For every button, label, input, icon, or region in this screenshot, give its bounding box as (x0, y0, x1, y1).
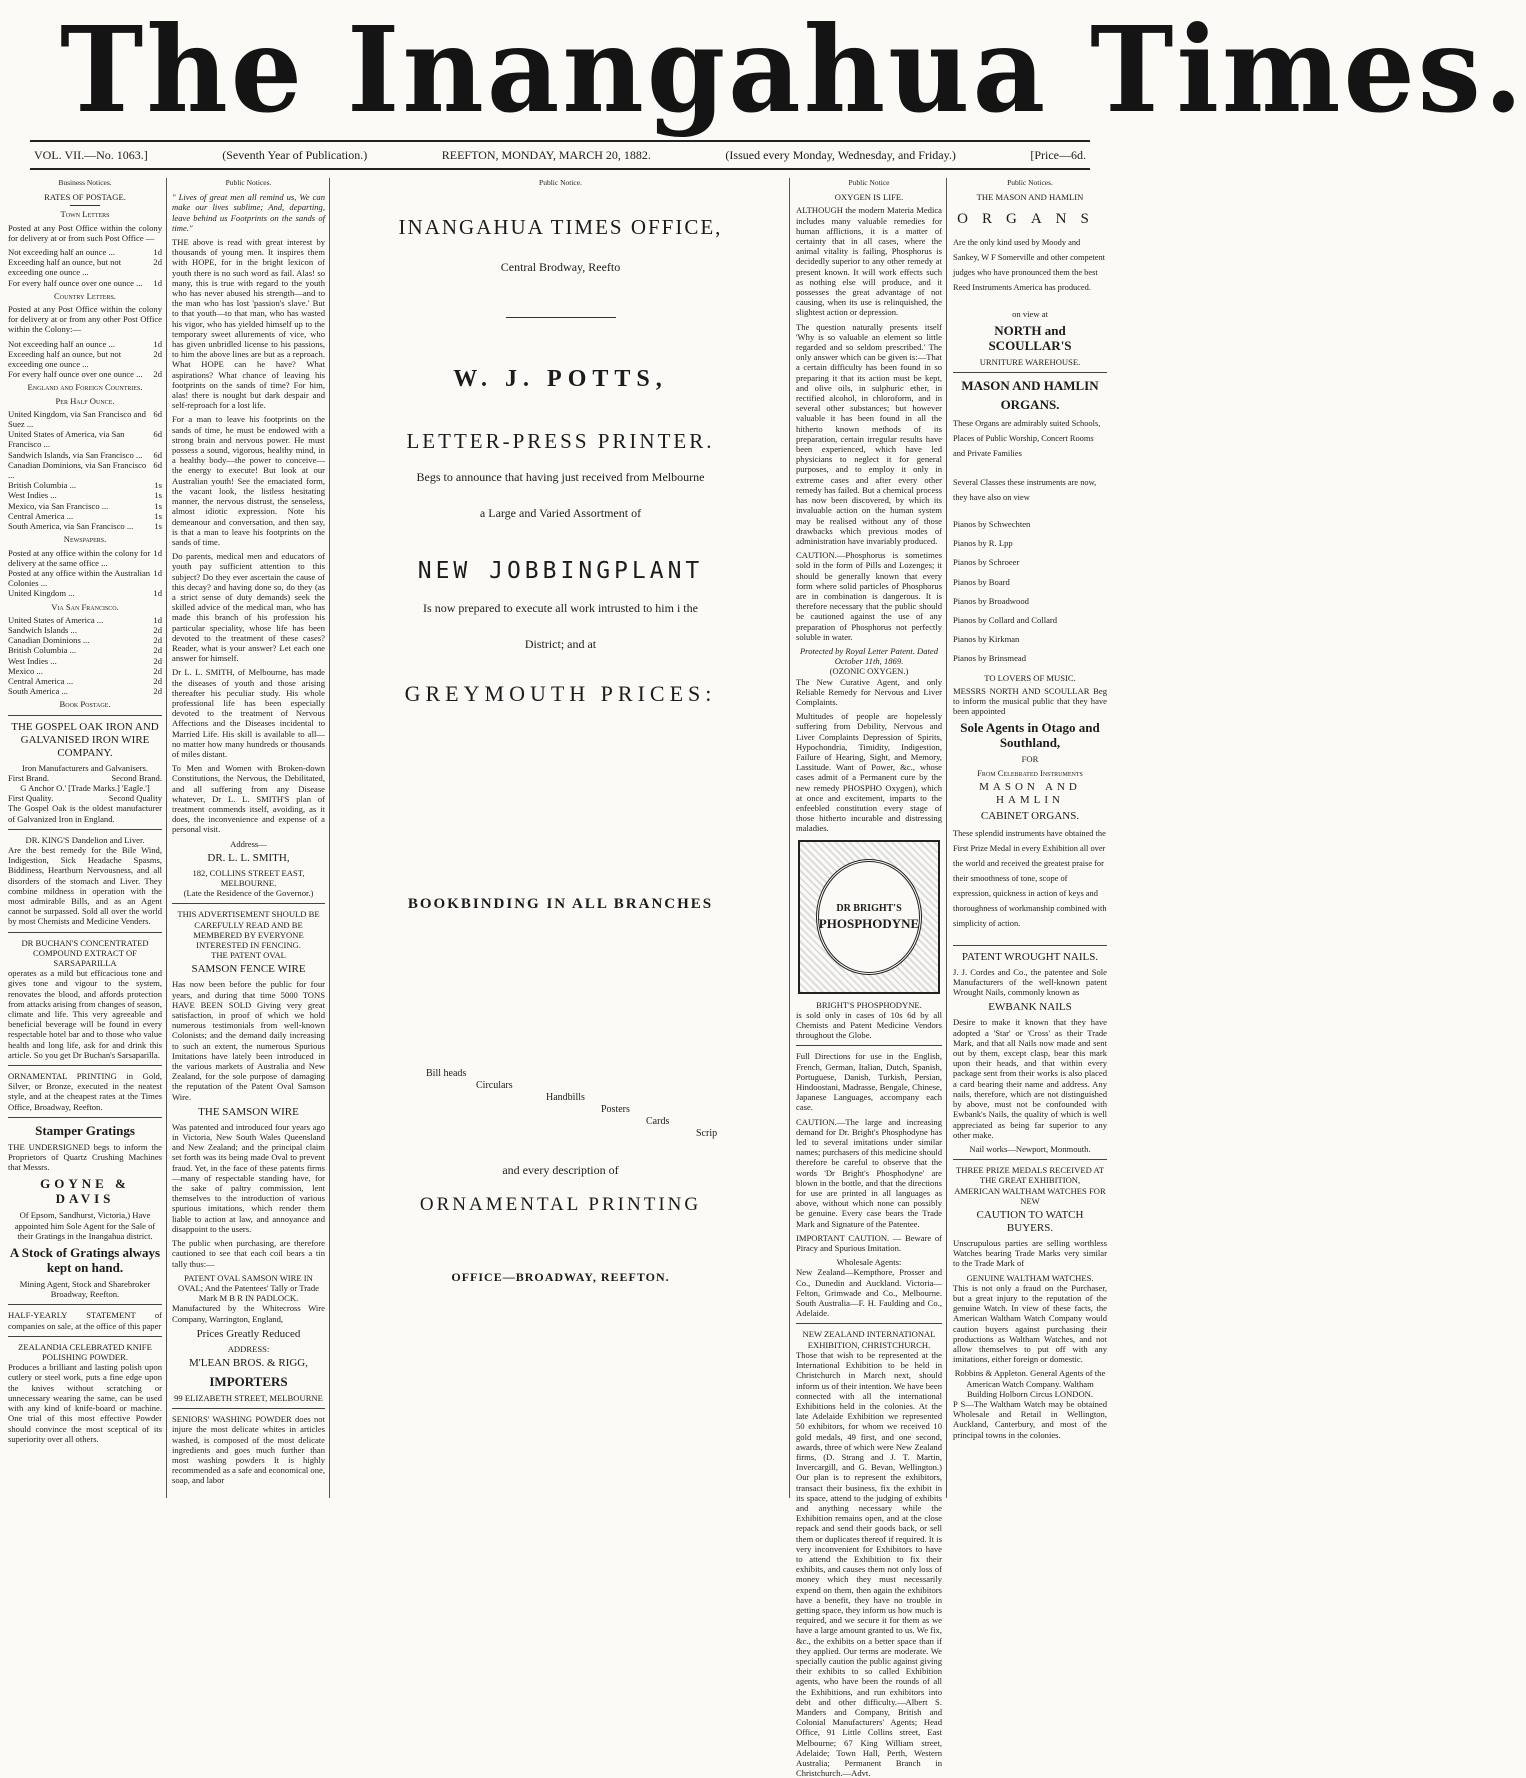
rate-label: Sandwich Islands, via San Francisco ... (8, 449, 143, 460)
column-header: Public Notice. (539, 178, 582, 187)
brand-label: Second Brand. (111, 772, 162, 783)
divider (8, 1065, 162, 1066)
rate-label: Mexico, via San Francisco ... (8, 500, 109, 511)
rate-label: Posted at any office within the Australian Colonies ... (8, 567, 151, 589)
rate-row (8, 339, 162, 349)
important-caution: IMPORTANT CAUTION. — Beware of Piracy and Spurious Imitation. (796, 1232, 942, 1254)
mason-hamlin-3: MASON AND HAMLIN (979, 780, 1081, 806)
oxygen-caution: CAUTION.—Phosphorus is sometimes sold in the form of Pills and Lozenges; it should be generally known that every form where solid particles of Phosphorus are in combination is dangerous. It is therefore necessary that the public should be cautioned against the use of any preparation of Phosphorus not perfectly soluble in water. (796, 550, 942, 642)
on-view: on view at (1012, 308, 1048, 319)
piano-item: Pianos by Schroeer (953, 557, 1020, 568)
several-classes: Several Classes these instruments are now, they have also on view (953, 478, 1097, 503)
printer-name: W. J. POTTS, (453, 365, 668, 392)
mining-agent: Mining Agent, Stock and Sharebroker Broadway, Reefton. (19, 1279, 151, 1300)
rate-label: United Kingdom, via San Francisco and Suez ... (8, 408, 146, 430)
organs-heading: ORGANS (957, 211, 1103, 228)
rate-row (8, 278, 162, 288)
volume-number: VOL. VII.—No. 1063.] (34, 147, 148, 162)
rate-value: 1d (153, 338, 162, 349)
rate-row (8, 635, 162, 645)
column-public-notices-5 (949, 178, 1111, 1498)
rate-row (8, 511, 162, 521)
patent-protected: Protected by Royal Letter Patent. Dated October 11th, 1869. (799, 645, 939, 667)
nz-exhibition-text: Those that wish to be represented at the International Exhibition to be held in Christchurch in March next, should inform us of their intention. We have been connected with all the international Exhibitions held in the colonies. At the late Adelaide Exhibition we represented 50 exhibitors, for whom we received 10 gold medals, 49 first, and one second, awards, three of which were New Zealand firms, (D. Strang and J. T. Martin, Invercargill, and G. Bevan, Wellington.) Our plan is to represent the exhibitors, transact their business, fix the exhibit in its space, attend to the judging of exhibits and anything necessary while the Exhibition remains open, and at the close repack and send their goods back, or sell them or duplicates thereof if required. It is very inconvenient for Exhibitors to have to attend the Exhibition to fix their exhibits, and causes them not only loss of money which they must necessarily expend on them, then again the exhibitors have a benefit, they have no trouble in getting space, they inform us how much is required, and we secure it for them as we have a large amount granted to us. We fix, &c., the exhibits on a better space than if they applied. Our terms are moderate. We specially caution the public against giving their exhibits to so called Exhibition agents, who have been the rounds of all the Exhibitions, and run exhibitors into debt and other difficulty.—Albert S. Manders and Company, British and Colonial Manufacturers' Agents; Head Office, 91 Little Collins street, East Melbourne; 67 King William street, Adelaide; Town Hall, Perth, Western Australia; Permanent Branch in Christchurch.—Advt. (796, 1349, 942, 1778)
rate-row (8, 490, 162, 500)
office-footer: OFFICE—BROADWAY, REEFTON. (451, 1269, 670, 1284)
stock-gratings: A Stock of Gratings always kept on hand. (9, 1245, 161, 1276)
rate-value: 6d (153, 408, 162, 419)
zealandia-text: Produces a brilliant and lasting polish upon cutlery or steel work, puts a fine edge upon the knives without scratching or unnecessary wearing the same, can be used with any kind of knife-board or machine. One trial of this most effective Powder should convince the most sceptical of its superiority over all others. (8, 1362, 162, 1444)
nz-exhibition-title: NEW ZEALAND INTERNATIONAL EXHIBITION, CHRISTCHURCH. (802, 1329, 936, 1350)
quality-row (8, 793, 162, 803)
rate-label: For every half ounce over one ounce ... (8, 277, 143, 288)
rate-row (8, 666, 162, 676)
dateline (30, 140, 1090, 170)
masthead (0, 0, 1526, 140)
piano-item: Pianos by Kirkman (953, 634, 1020, 645)
column-business-notices (4, 178, 167, 1498)
divider (172, 903, 325, 904)
seal-bottom-text: PHOSPHODYNE (818, 915, 920, 931)
rate-value: 6d (153, 459, 162, 470)
country-letters-text: Posted at any Post Office within the colony for delivery at or from any other Post Office within the Colony:— (8, 304, 162, 335)
patent-oval: THE PATENT OVAL (211, 950, 286, 961)
rate-label: Posted at any office within the colony for delivery at the same office ... (8, 547, 151, 568)
address-label: Address— (230, 838, 267, 849)
rate-label: Central America ... (8, 510, 74, 521)
trade-marks: G Anchor O.' [Trade Marks.] 'Eagle.'] (20, 782, 150, 793)
newspapers-heading: Newspapers. (63, 534, 107, 545)
rate-label: Sandwich Islands ... (8, 624, 77, 635)
column-public-notice-oxygen (792, 178, 947, 1778)
seniors-washing-powder: SENIORS' WASHING POWDER does not injure the most delicate whites in articles washed, is composed of the most delicate ingredients and goes much further than most washing powders It is highly recommended as a safe and economical one, soap, and labor (172, 1414, 325, 1486)
column-header: Public Notice (848, 178, 890, 187)
cordes-text: J. J. Cordes and Co., the patentee and Sole Manufacturers of the well-known patent Wrought Nails, commonly known as (953, 966, 1107, 998)
genuine-text: This is not only a fraud on the Purchaser, but a great injury to the reputation of the genuine Watch. In view of these facts, the American Waltham Watch Company would caution buyers against purchasing their productions as Waltham Watches, and not allow themselves to put off with any imitations, either foreign or domestic. (953, 1282, 1107, 1365)
rate-value: 2d (153, 624, 162, 635)
piano-item: Pianos by Broadwood (953, 595, 1029, 606)
prices-reduced: Prices Greatly Reduced (196, 1327, 301, 1340)
rate-label: United States of America, via San Francisco ... (8, 429, 125, 450)
samson-fence-text: Has now been before the public for four years, and during that time 5000 TONS HAVE BEEN SOLD Giving very great satisfaction, in proof of which we hold numerous testimonials from well-known Colonists; and the demand daily increasing to such an extent, the numerous Spurious Imitations have lately been introduced in the various markets of Australia and New Zealand, for the sole purpose of damaging the reputation of the Patent Oval Samson Wire. (172, 979, 325, 1102)
divider (8, 932, 162, 933)
rate-label: Not exceeding half an ounce ... (8, 247, 115, 258)
goyne-subtitle: Of Epsom, Sandhurst, Victoria,) Have appointed him Sole Agent for the Sale of their Gratings in the Inangahua district. (14, 1210, 156, 1241)
rate-row (8, 521, 162, 531)
postage-title: RATES OF POSTAGE. (44, 192, 126, 203)
gospel-oak-subtitle: Iron Manufacturers and Galvanisers. (22, 762, 148, 773)
stamper-gratings-title: Stamper Gratings (35, 1122, 135, 1138)
stamper-text: THE UNDERSIGNED begs to inform the Proprietors of Quartz Crushing Machines that Messrs. (8, 1141, 162, 1173)
rate-value: 1s (154, 500, 162, 511)
book-postage-heading: Book Postage. (59, 699, 111, 710)
divider (8, 829, 162, 830)
phosphodyne-seal (798, 840, 940, 994)
bookbinding: BOOKBINDING IN ALL BRANCHES (407, 896, 714, 913)
every-description: and every description of (502, 1163, 619, 1178)
wholesale-agents: Wholesale Agents: (836, 1257, 902, 1268)
column-public-notices-2 (168, 178, 330, 1498)
rate-value: 2d (153, 665, 162, 676)
rate-value: 6d (153, 449, 162, 460)
samson-fence-title: SAMSON FENCE WIRE (191, 963, 306, 976)
rate-value: 1d (153, 567, 162, 578)
foreign-heading: England and Foreign Countries. (27, 382, 143, 393)
smith-body-2: For a man to leave his footprints on the sands of time, he must be endowed with a strong brain and nervous power. He must possess a sound, vigorous, healthy mind, in a healthy body—the power to conceive—the energy to execute! But look at our Australian youth! See the emaciated form, the vacant look, the listless hesitating manner, the nervous distrust, the senseless, almost idiotic expression. Note his demeanour and conversation, and then say, is that a man to leave his footprints on the sands of time. (172, 414, 325, 547)
print-item: Bill heads (426, 1068, 467, 1080)
divider (8, 1117, 162, 1118)
patent-nails-title: PATENT WROUGHT NAILS. (961, 950, 1099, 963)
publication-year: (Seventh Year of Publication.) (222, 147, 368, 162)
only-kind-text: Are the only kind used by Moody and Sankey, W F Somerville and other competent judges who have pronounced them the best Reed Instruments America has produced. (953, 237, 1105, 292)
divider (506, 317, 616, 318)
fencing-notice: THIS ADVERTISEMENT SHOULD BE CAREFULLY READ AND BE MEMBERED BY EVERYONE INTERESTED IN FENCING. (177, 909, 320, 951)
print-item: Circulars (476, 1080, 513, 1092)
directions-text: Full Directions for use in the English, French, German, Italian, Dutch, Spanish, Portuguese, Danish, Turkish, Persian, Hindoostani, Madrasse, Bengale, Chinese, Japanese Languages, accompany each case. (796, 1051, 942, 1113)
rate-row (8, 450, 162, 460)
sole-agents: Sole Agents in Otago and Southland, (960, 720, 1100, 751)
rate-row (8, 460, 162, 480)
rate-row (8, 429, 162, 449)
smith-body-4: Dr L. L. SMITH, of Melbourne, has made the diseases of youth and those arising thereafter his peculiar study. His whole professional life has been especially devoted to the treatment of Nervous Affections and the Diseases incidental to Married Life. His skill is available to all—no matter how many hundreds or thousands of miles distant. (172, 667, 325, 759)
lovers-of-music: TO LOVERS OF MUSIC. (984, 672, 1076, 683)
country-letters-heading: Country Letters. (54, 290, 116, 301)
messrs-text: MESSRS NORTH AND SCOULLAR Beg to inform the musical public that they have been appointed (953, 685, 1107, 717)
importers: IMPORTERS (209, 1373, 288, 1389)
ewbank-nails: EWBANK NAILS (988, 1001, 1072, 1014)
rate-value: 1s (154, 480, 162, 491)
assortment-line: a Large and Varied Assortment of (479, 506, 642, 521)
prize-medals: THREE PRIZE MEDALS RECEIVED AT THE GREAT EXHIBITION, (956, 1165, 1104, 1186)
new-jobbing-plant: NEW JOBBINGPLANT (417, 558, 704, 585)
print-item: Cards (646, 1116, 670, 1128)
king-text: Are the best remedy for the Bile Wind, Indigestion, Sick Headache Spasms, Biddiness, Heartburn Nervousness, and all disorders of the stomach and Liver. They combine mildness in operation with the most admirable Bills, and as an Agent cannot be surpassed. Sold all over the world by most Chemists and Medicine Venders. (8, 844, 162, 927)
divider (8, 715, 162, 716)
see-label: The public when purchasing, are therefore cautioned to see that each coil bears a tin tally thus:— (172, 1238, 325, 1269)
for-label: FOR (1021, 754, 1039, 765)
divider (796, 1323, 942, 1324)
doctor-note: (Late the Residence of the Governor.) (183, 888, 314, 899)
piano-item: Pianos by Brinsmead (953, 653, 1027, 664)
divider (953, 945, 1107, 946)
rate-row (8, 409, 162, 429)
rate-value: 2d (153, 686, 162, 697)
column-public-notice-printer (332, 178, 790, 1498)
town-letters-text: Posted at any Post Office within the colony for delivery at or from such Post Office — (8, 222, 162, 243)
quality-label: Second Quality (108, 793, 162, 804)
rate-label: West Indies ... (8, 490, 57, 501)
doctor-address-2: MELBOURNE. (220, 878, 277, 888)
rate-value: 1s (154, 521, 162, 532)
rate-value: 6d (153, 429, 162, 440)
rate-label: South America ... (8, 686, 68, 697)
samson-wire-text: Was patented and introduced four years ago in Victoria, New South Wales Queensland and New Zealand; and the principal claim set forth was its being made Oval to prevent fraud. Yet, in the face of these patents firms—many of respectable standing have, for the sake of paltry commission, lent themselves to the introduction of various spurious imitations, which render them liable to action at law, and annoyance and disappoint to the users. (172, 1121, 325, 1234)
buchan-text: operates as a mild but efficacious tone and gives tone and vigour to the system, renovates the blood, and affords protection from attacks arising from changes of season, climate and life. This very agreeable and beneficial beverage will be found in every respectable hotel bar and to those who value health and long life, ask for and drink this article. So you get Dr Buchan's Sarsaparilla. (8, 968, 162, 1060)
divider (8, 1336, 162, 1337)
mclean-bros: M'LEAN BROS. & RIGG, (188, 1356, 309, 1369)
oxygen-title: OXYGEN IS LIFE. (834, 192, 904, 203)
caution-watch-text: Unscrupulous parties are selling worthless Watches bearing Trade Marks very similar to the Trade Mark of (953, 1237, 1107, 1269)
announcement: Begs to announce that having just received from Melbourne (416, 470, 705, 485)
smith-body-3: Do parents, medical men and educators of youth pay sufficient attention to this subject? Do they ever ascertain the cause of this decay? and having done so, do they (as a strict sense of duty demands) seek the skilled advice of the medical man, who has made this branch of his profession his particular speciality, whose life has been devoted to the treatment of these cases? Reader, what is your answer? Let each one answer for himself. (172, 551, 325, 664)
doctor-address-1: 182, COLLINS STREET EAST, (192, 867, 305, 878)
issue-frequency: (Issued every Monday, Wednesday, and Friday.) (725, 147, 956, 162)
splendid-text: These splendid instruments have obtained the First Prize Medal in every Exhibition all over the world and received the greatest praise for their smoothness of tone, scope of expression, quickness in action of keys and thoroughness of workmanship combined with simplicity of action. (953, 828, 1107, 928)
column-header: Public Notices. (225, 178, 272, 187)
rate-label: South America, via San Francisco ... (8, 521, 134, 532)
rate-label: For every half ounce over one ounce ... (8, 369, 143, 380)
american-waltham: AMERICAN WALTHAM WATCHES FOR NEW (954, 1185, 1106, 1206)
goyne-davis: GOYNE & DAVIS (40, 1176, 130, 1207)
rate-label: Central America ... (8, 675, 74, 686)
rate-label: Exceeding half an ounce, but not exceeding one ounce ... (8, 348, 122, 370)
rate-row (8, 656, 162, 666)
rate-label: United States of America ... (8, 614, 104, 625)
rate-value: 1s (154, 490, 162, 501)
rate-label: British Columbia ... (8, 645, 77, 656)
rate-value: 1d (153, 277, 162, 288)
rate-row (8, 625, 162, 635)
piano-item: Pianos by Schwechten (953, 519, 1031, 530)
buchan-title: DR BUCHAN'S CONCENTRATED COMPOUND EXTRACT OF SARSAPARILLA (21, 937, 149, 968)
curative-agent: The New Curative Agent, and only Reliable Remedy for Nervous and Liver Complaints. (796, 676, 942, 707)
smith-body-5: To Men and Women with Broken-down Constitutions, the Nervous, the Debilitated, and all suffering from any Disease whatever, Dr L. L. SMITH'S plan of treatment commends itself, avoiding, as it does, the inconvenience and expense of a personal visit. (172, 763, 325, 835)
rate-value: 2d (153, 655, 162, 666)
cabinet-organs: CABINET ORGANS. (980, 809, 1080, 822)
rate-label: Exceeding half an ounce, but not exceeding one ounce ... (8, 257, 122, 278)
rate-row (8, 548, 162, 568)
gospel-oak-text: The Gospel Oak is the oldest manufacturer of Galvanized Iron in England. (8, 803, 162, 824)
piano-item: Pianos by Board (953, 576, 1010, 587)
celebrated-instruments: From Celebrated Instruments (977, 767, 1083, 778)
rate-value: 1d (153, 614, 162, 625)
agents-list: New Zealand—Kempthore, Prosser and Co., Dunedin and Auckland. Victoria—Felton, Grimwade and Co., Melbourne. South Australia—F. H. Faulding and Co., Adelaide. (796, 1267, 942, 1319)
district-line: District; and at (524, 636, 597, 651)
print-item: Handbills (546, 1092, 585, 1104)
rate-label: Canadian Dominions, via San Francisco ... (8, 459, 147, 481)
smith-body-1: THE above is read with great interest by thousands of young men. It inspires them with HOPE, for in the bright lexicon of youth there is no such word as fail. Alas! so many, this is true with regard to the youth who has never abused his strength—and to the man who has lost 'passion's slave.' But to that youth—to that man, who has wasted his vigor, who has yielded himself up to the temporary sweet allurements of vice, who has given unbridled license to his passions, to him the above lines are but as a reproach. What HOPE can he have? What aspirations? What chance of leaving his footprints on the sands of time? For him, alas! there is nought but dark despair and self-reproach for a lost life. (172, 237, 325, 411)
via-sf-heading: Via San Francisco. (51, 601, 119, 612)
gospel-oak-title: THE GOSPEL OAK IRON AND GALVANISED IRON WIRE COMPANY. (11, 720, 159, 759)
genuine-waltham: GENUINE WALTHAM WATCHES. (966, 1272, 1094, 1283)
half-yearly-statement: HALF-YEARLY STATEMENT of companies on sale, at the office of this paper (8, 1310, 162, 1331)
divider (8, 1304, 162, 1305)
piano-item: Pianos by Collard and Collard (953, 615, 1058, 626)
north-scoullar: NORTH and SCOULLAR'S (988, 322, 1072, 353)
rate-value: 2d (153, 675, 162, 686)
zealandia-title: ZEALANDIA CELEBRATED KNIFE POLISHING POWDER. (18, 1341, 152, 1363)
seal-emblem (816, 859, 922, 975)
sold-text: is sold only in cases of 10s 6d by all Chemists and Patent Medicine Vendors throughout the Globe. (796, 1009, 942, 1041)
brand-label: First Brand. (8, 772, 50, 783)
rate-value: 1s (154, 510, 162, 521)
rate-row (8, 686, 162, 696)
seal-top-text: DR BRIGHT'S (836, 903, 902, 915)
office-address: Central Brodway, Reefto (500, 260, 621, 275)
rate-label: Canadian Dominions ... (8, 635, 90, 646)
ornamental-printing-ad: ORNAMENTAL PRINTING in Gold, Silver, or Bronze, executed in the neatest style, and at the cheapest rates at the Times Office, Broadway, Reefton. (8, 1071, 162, 1112)
ornamental-printing-title: ORNAMENTAL PRINTING (419, 1193, 702, 1215)
rate-value: 2d (153, 645, 162, 656)
mason-hamlin-2: MASON AND HAMLIN (961, 378, 1099, 394)
mclean-address: 99 ELIZABETH STREET, MELBOURNE (174, 1392, 323, 1403)
rate-row (8, 588, 162, 598)
manufacturer: Manufactured by the Whitecross Wire Company, Warrington, England, (172, 1303, 325, 1324)
furniture-warehouse: URNITURE WAREHOUSE. (979, 356, 1081, 367)
print-items (336, 1069, 785, 1139)
rate-value: 1d (153, 588, 162, 599)
patent-tally: PATENT OVAL SAMSON WIRE IN OVAL; And the Patentees' Tally or Trade Mark M B R IN PADLOCK. (178, 1272, 319, 1304)
issue-date: REEFTON, MONDAY, MARCH 20, 1882. (441, 147, 651, 162)
column-header: Public Notices. (1007, 178, 1053, 187)
rate-value: 2d (153, 348, 162, 359)
rate-value: 1d (153, 547, 162, 558)
ewbank-text: Desire to make it known that they have adopted a 'Star' or 'Cross' as their Trade Mark, and that all Nails now made and sent out by them, except clasp, bear this mark upon their heads, and that within every package sent from their works is also placed a card bearing their name and address. Any nails, therefore, which are not distinguished by above, must not be confounded with Ewbank's Nails, the quality of which is well appreciated as being far superior to any other make. (953, 1017, 1107, 1140)
times-office-title: INANGAHUA TIMES OFFICE, (398, 215, 723, 240)
poem-quote: " Lives of great men all remind us, We can make our lives sublime; And, departing, leave behind us Footprints on the sands of time." (172, 192, 325, 233)
newspaper-title: The Inangahua Times. (60, 1, 1526, 140)
caution-2-text: CAUTION.—The large and increasing demand for Dr. Bright's Phosphodyne has led to several imitations under similar names; purchasers of this medicine should therefore be careful to observe that the words 'Dr Bright's Phosphodyne' are blown in the bottle, and that the directions for use are printed in all languages as above, without which none can possibly be genuine. Every case bears the Trade Mark and Signature of the Patentee. (796, 1116, 942, 1229)
column-header: Business Notices. (58, 178, 112, 187)
per-half-ounce: Per Half Ounce. (55, 395, 115, 406)
piano-list (953, 519, 1107, 664)
divider (953, 372, 1107, 373)
rate-row (8, 676, 162, 686)
king-title: DR. KING'S Dandelion and Liver. (25, 834, 145, 845)
rate-row (8, 480, 162, 490)
postscript: P S—The Waltham Watch may be obtained Wholesale and Retail in Wellington, Auckland, Canterbury, and most of the principal towns in the colonies. (953, 1398, 1107, 1440)
doctor-name: DR. L. L. SMITH, (207, 851, 290, 864)
rate-value: 2d (153, 257, 162, 268)
oxygen-body-2: The question naturally presents itself 'Why is so valuable an element so little regarded and so seldom prescribed.' The only answer which can be given is:—That a certain difficulty has been found in so preparing it that its action must be kept, and olive oils, in sulphuric ether, in rectified alcohol, in chloroform, and in several other substances; but however valuable it has been found in all the hitherto known methods of its preparation, certain irregular results have been experienced, which have led physicians to neglect it for general purposes, and to employ it only in extreme cases and after every other remedy has failed. But a chemical process has now been discovered, by which its invaluable action on the human system may be realised without any of those drawbacks which previous modes of administration have invariably produced. (796, 321, 942, 546)
address-label-2: ADDRESS: (227, 1343, 270, 1354)
divider (796, 1045, 942, 1046)
rate-value: 2d (153, 635, 162, 646)
rate-label: West Indies ... (8, 655, 57, 666)
rate-row (8, 369, 162, 379)
brights-title: BRIGHT'S PHOSPHODYNE. (816, 999, 922, 1010)
piano-item: Pianos by R. Lpp (953, 538, 1013, 549)
brand-row (8, 773, 162, 783)
rate-value: 1d (153, 247, 162, 258)
quality-label: First Quality. (8, 793, 54, 804)
adapted-text: These Organs are admirably suited Schools, Places of Public Worship, Concert Rooms and Private Families (953, 419, 1101, 459)
rate-row (8, 645, 162, 655)
rate-row (8, 568, 162, 588)
rate-label: Mexico ... (8, 665, 43, 676)
print-item: Scrip (696, 1128, 718, 1140)
samson-wire-title: THE SAMSON WIRE (198, 1105, 299, 1118)
rate-label: United Kingdom ... (8, 588, 75, 599)
multitudes-text: Multitudes of people are hopelessly suffering from Debility, Nervous and Liver Complaints Depression of Spirits, Hypochondria, Timidity, Indigestion, Failure of Hearing, Sight, and Memory, Lassitude. Want of Power, &c., whose cases admit of a Permanent cure by the new remedy PHOSPHO Oxygen), which at once and excitement, imparts to the enfeebled constitution every stage of those hitherto incurable and distressing maladies. (796, 711, 942, 834)
rate-row (8, 247, 162, 257)
rate-row (8, 615, 162, 625)
rate-value: 2d (153, 369, 162, 380)
rate-row (8, 501, 162, 511)
caution-watch-buyers: CAUTION TO WATCH BUYERS. (976, 1208, 1084, 1234)
rate-label: Not exceeding half an ounce ... (8, 338, 115, 349)
divider (70, 205, 100, 206)
prepared-line: Is now prepared to execute all work intrusted to him i the (423, 600, 698, 615)
rate-label: British Columbia ... (8, 480, 77, 491)
town-letters-heading: Town Letters (60, 209, 110, 220)
divider (172, 1408, 325, 1409)
nail-works: Nail works—Newport, Monmouth. (969, 1143, 1091, 1154)
rate-row (8, 349, 162, 369)
issue-price: [Price—6d. (1030, 147, 1086, 162)
ozonic-oxygen: (OZONIC OXYGEN.) (829, 666, 909, 677)
oxygen-body-1: ALTHOUGH the modern Materia Medica includes many valuable remedies for human afflictions, it is a matter of certainty that in all cases, where the animal vitality is failing, Phosphorus is decidedly superior to any other remedy at present known. It will work effects such as nothing else will produce, and it possesses the great advantage of not causing, when its use is relinquished, the slightest action or depression. (796, 205, 942, 318)
print-item: Posters (601, 1104, 630, 1116)
rate-row (8, 257, 162, 277)
robbins-appleton: Robbins & Appleton. General Agents of the American Watch Company. Waltham Building Holborn Circus LONDON. (954, 1368, 1106, 1399)
letterpress-printer: LETTER-PRESS PRINTER. (406, 428, 715, 453)
greymouth-prices: GREYMOUTH PRICES: (404, 681, 717, 707)
organs-2: ORGANS. (1000, 397, 1060, 413)
divider (953, 1159, 1107, 1160)
mason-hamlin-title: THE MASON AND HAMLIN (976, 192, 1084, 203)
